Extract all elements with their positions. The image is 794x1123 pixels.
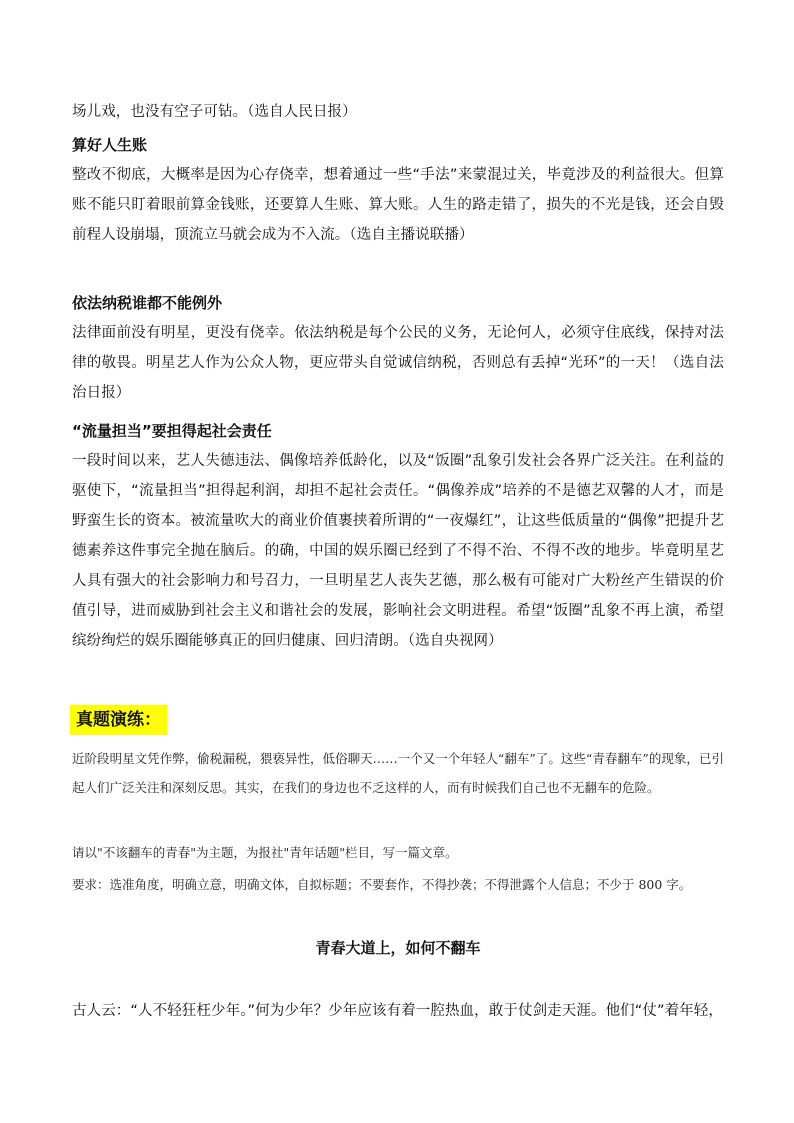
section-title-1: 算好人生账 <box>72 136 148 154</box>
exercise-prompt: 近阶段明星文凭作弊，偷税漏税，猥亵异性，低俗聊天……一个又一个年轻人“翻车”了。这些“青春翻车”的现象，已引起人们广泛关注和深刻反思。其实，在我们的身边也不乏这样的人，而有时候我们自己也不无翻车的危险。 <box>72 751 724 795</box>
section-body-1: 整改不彻底，大概率是因为心存侥幸，想着通过一些“手法”来蒙混过关，毕竟涉及的利益很大。但算账不能只盯着眼前算金钱账，还要算人生账、算大账。人生的路走错了，损失的不光是钱，还会自毁前程人设崩塌，顶流立马就会成为不入流。（选自主播说联播） <box>72 167 724 243</box>
section-body-2: 法律面前没有明星，更没有侥幸。依法纳税是每个公民的义务，无论何人，必须守住底线，保持对法律的敬畏。明星艺人作为公众人物，更应带头自觉诚信纳税，否则总有丢掉“光环”的一天！（选自法治日报） <box>72 325 724 401</box>
section-title-3: “流量担当”要担得起社会责任 <box>72 422 272 440</box>
exercise-banner: 真题演练： <box>70 705 167 735</box>
section-body-3: 一段时间以来，艺人失德违法、偶像培养低龄化，以及“饭圈”乱象引发社会各界广泛关注。在利益的驱使下，“流量担当”担得起利润，却担不起社会责任。“偶像养成”培养的不是德艺双馨的人才，而是野蛮生长的资本。被流量吹大的商业价值裹挟着所谓的“一夜爆红”，让这些低质量的“偶像”把提升艺德素养这件事完全抛在脑后。的确，中国的娱乐圈已经到了不得不治、不得不改的地步。毕竟明星艺人具有强大的社会影响力和号召力，一旦明星艺人丧失艺德，那么极有可能对广大粉丝产生错误的价值引导，进而威胁到社会主义和谐社会的发展，影响社会文明进程。希望“饭圈”乱象不再上演，希望缤纷绚烂的娱乐圈能够真正的回归健康、回归清朗。（选自央视网） <box>72 453 724 649</box>
exercise-instruction: 请以"不该翻车的青春"为主题，为报社"青年话题"栏目，写一篇文章。 <box>72 845 458 860</box>
essay-opening: 古人云：“人不轻狂枉少年。”何为少年？少年应该有着一腔热血，敢于仗剑走天涯。他们“仗”着年轻， <box>72 1003 723 1019</box>
text-continuation: 场儿戏，也没有空子可钻。（选自人民日报） <box>72 104 357 120</box>
section-title-2: 依法纳税谁都不能例外 <box>72 294 223 312</box>
essay-title: 青春大道上，如何不翻车 <box>315 939 481 957</box>
exercise-requirements: 要求：选准角度，明确立意，明确文体，自拟标题；不要套作，不得抄袭；不得泄露个人信息；不少于 800 字。 <box>72 877 692 892</box>
